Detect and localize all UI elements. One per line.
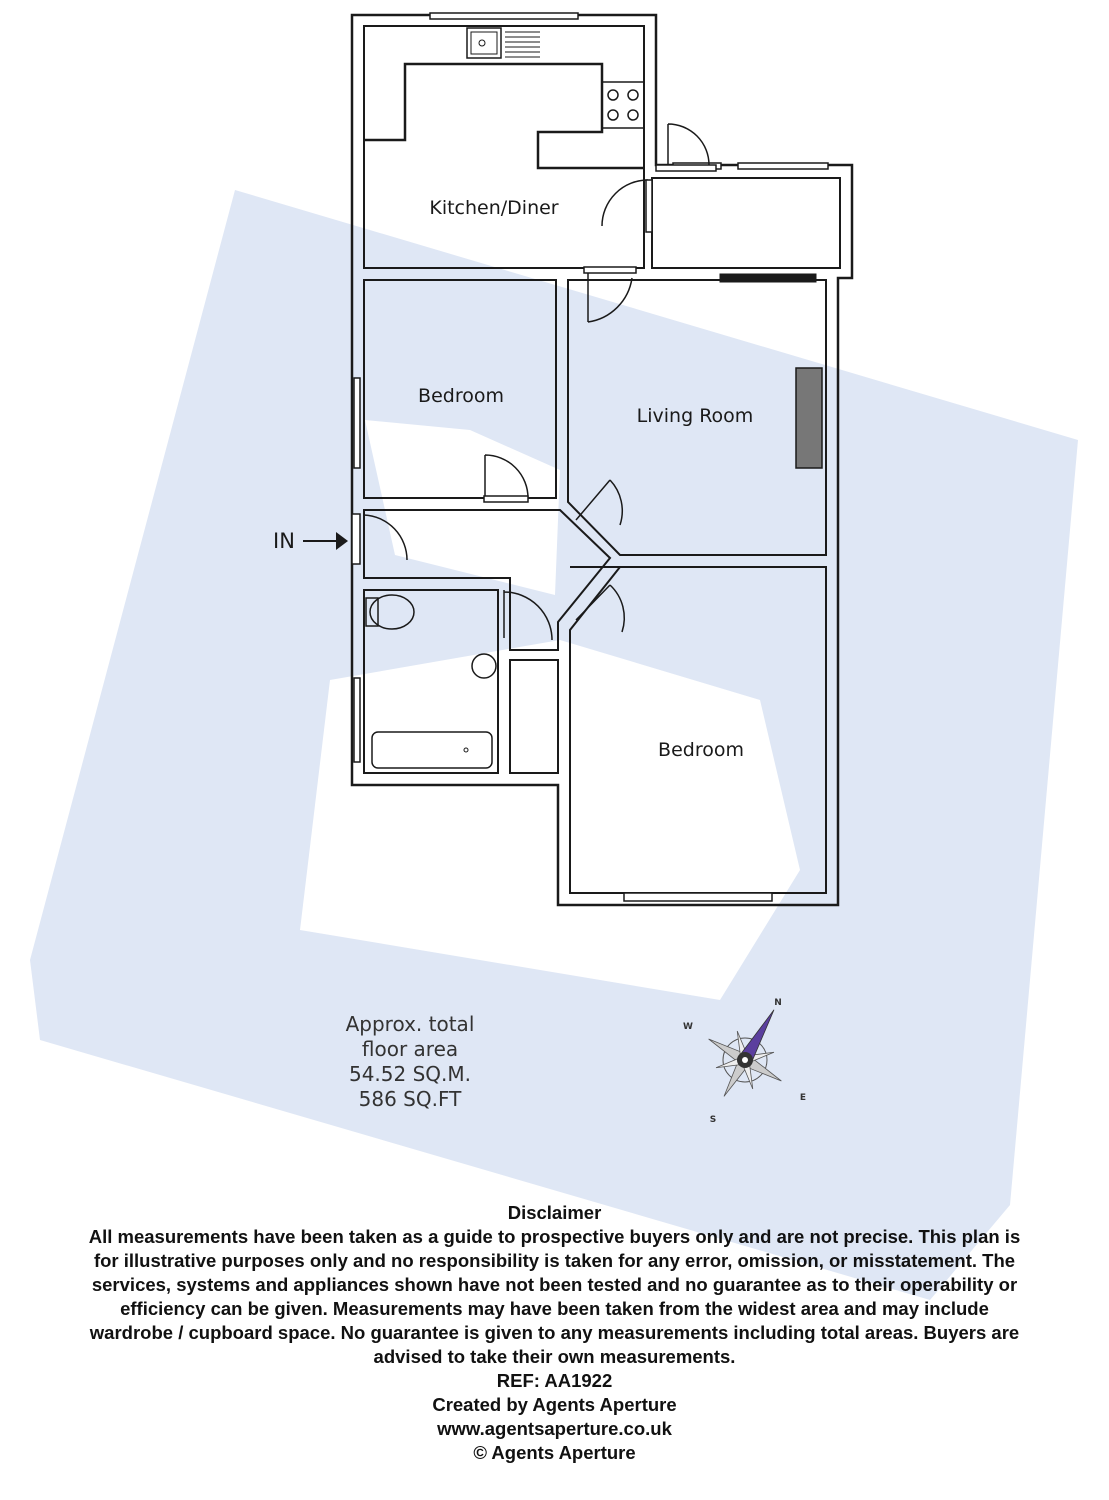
floor-area-line1: Approx. total	[345, 1012, 475, 1036]
disclaimer-line: advised to take their own measurements.	[373, 1346, 736, 1367]
disclaimer-block	[20, 1201, 1089, 1465]
disclaimer-created-by: Created by Agents Aperture	[432, 1394, 677, 1415]
floor-area-line2: floor area	[361, 1037, 459, 1061]
entrance-label: IN	[273, 529, 295, 553]
disclaimer-ref: REF: AA1922	[496, 1370, 613, 1391]
compass-west: W	[683, 1022, 693, 1032]
floor-area-sqft: 586 SQ.FT	[358, 1087, 462, 1111]
compass-east: E	[799, 1093, 807, 1103]
disclaimer-line: wardrobe / cupboard space. No guarantee is given to any measurements including total areas. Buyers are	[89, 1322, 1020, 1343]
disclaimer-line: efficiency can be given. Measurements may have been taken from the widest area and may include	[120, 1298, 989, 1319]
compass-south: S	[709, 1115, 717, 1125]
disclaimer-title: Disclaimer	[507, 1202, 602, 1223]
room-label-kitchen-diner: Kitchen/Diner	[429, 197, 559, 219]
floor-area-sqm: 54.52 SQ.M.	[348, 1062, 472, 1086]
disclaimer-copyright: © Agents Aperture	[473, 1442, 636, 1463]
room-label-bedroom-bottom: Bedroom	[658, 739, 744, 761]
disclaimer-line: services, systems and appliances shown have not been tested and no guarantee as to their operability or	[91, 1274, 1018, 1295]
floor-area-summary	[300, 1012, 520, 1112]
room-label-living-room: Living Room	[636, 405, 754, 427]
disclaimer-website: www.agentsaperture.co.uk	[437, 1418, 672, 1439]
room-label-bedroom-top: Bedroom	[418, 385, 504, 407]
disclaimer-line: All measurements have been taken as a guide to prospective buyers only and are not precise. This plan is	[88, 1226, 1021, 1247]
watermark-logo	[30, 190, 1078, 1300]
compass-north: N	[774, 998, 782, 1008]
disclaimer-line: for illustrative purposes only and no responsibility is taken for any error, omission, or misstatement. The	[93, 1250, 1016, 1271]
